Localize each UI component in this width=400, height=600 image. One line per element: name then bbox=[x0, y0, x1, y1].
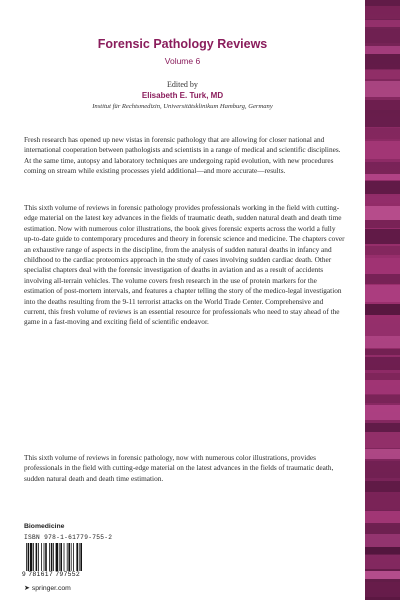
band-stripe bbox=[365, 206, 400, 220]
band-stripe bbox=[365, 304, 400, 315]
barcode-bar bbox=[67, 543, 68, 571]
band-stripe bbox=[365, 258, 400, 274]
band-stripe bbox=[365, 110, 400, 127]
band-stripe bbox=[365, 318, 400, 336]
band-stripe bbox=[365, 20, 400, 27]
barcode-bar bbox=[51, 543, 53, 571]
band-stripe bbox=[365, 357, 400, 370]
band-stripe bbox=[365, 274, 400, 284]
barcode-bar bbox=[26, 543, 27, 571]
barcode-bar bbox=[56, 543, 58, 571]
band-stripe bbox=[365, 29, 400, 43]
isbn-barcode bbox=[24, 543, 102, 571]
band-stripe bbox=[365, 220, 400, 228]
band-stripe bbox=[365, 547, 400, 554]
band-stripe bbox=[365, 492, 400, 510]
band-stripe bbox=[365, 405, 400, 420]
publisher-link[interactable] bbox=[24, 584, 71, 592]
barcode-bar bbox=[79, 543, 80, 571]
band-stripe bbox=[365, 423, 400, 432]
band-stripe bbox=[365, 461, 400, 478]
band-stripe bbox=[365, 432, 400, 448]
band-stripe bbox=[365, 336, 400, 348]
barcode-bar bbox=[60, 543, 62, 571]
barcode-bar bbox=[44, 543, 45, 571]
band-stripe bbox=[365, 54, 400, 69]
band-stripe bbox=[365, 525, 400, 531]
band-stripe bbox=[365, 46, 400, 54]
band-stripe bbox=[365, 285, 400, 302]
band-stripe bbox=[365, 395, 400, 403]
band-stripe bbox=[365, 196, 400, 203]
editor-name: Elisabeth E. Turk, MD bbox=[141, 91, 224, 100]
barcode-bar bbox=[45, 543, 47, 571]
barcode-bar bbox=[59, 543, 60, 571]
band-stripe bbox=[365, 380, 400, 394]
barcode-bar bbox=[71, 543, 72, 571]
barcode-bar bbox=[80, 543, 82, 571]
band-stripe bbox=[365, 555, 400, 569]
band-stripe bbox=[365, 511, 400, 523]
description-paragraph-2: This sixth volume of reviews in forensic pathology provides professionals working in the field with cutting-edge material on the latest key advances in the fields of traumatic death, sudden natural death and death time estimation. Now with numerous color illustrations, the book gives forensic experts across the world a fully up-to-date guide to contemporary procedures and theory in forensic science and medicine. The chapters cover an exhaustive range of aspects in the discipline, from the analysis of sudden natural deaths in infancy and childhood to the cardiac proteomics approach in the study of cases involving sudden cardiac death. Other specialist chapters deal with the forensic investigation of deaths in aviation and as a result of accidents involving all-terrain vehicles. The volume covers fresh research in the use of protein markers for the estimation of post-mortem intervals, and features a chapter telling the story of the medico-legal investigation into the deaths resulting from the 9-11 terrorist attacks on the World Trade Center. Comprehensive and current, this fresh volume of reviews is an essential resource for professionals who need to stay ahead of the game in a fast-moving and exciting field of scientific endeavor. bbox=[24, 203, 345, 327]
edited-by-label: Edited by bbox=[167, 80, 198, 89]
barcode-bar bbox=[49, 543, 50, 571]
barcode-bar bbox=[30, 543, 32, 571]
band-stripe bbox=[365, 229, 400, 244]
band-stripe bbox=[365, 534, 400, 547]
barcode-bar bbox=[36, 543, 38, 571]
band-stripe bbox=[365, 449, 400, 459]
band-stripe bbox=[365, 481, 400, 492]
publisher-label: springer.com bbox=[31, 584, 71, 592]
band-stripe bbox=[365, 81, 400, 97]
barcode-bar bbox=[33, 543, 34, 571]
band-stripe bbox=[365, 571, 400, 579]
band-stripe bbox=[365, 246, 400, 255]
barcode-digits: 9 781617 797552 bbox=[22, 571, 81, 578]
isbn-text: ISBN 978-1-61779-755-2 bbox=[24, 534, 113, 541]
barcode-bar bbox=[53, 543, 54, 571]
band-stripe bbox=[365, 349, 400, 355]
band-stripe bbox=[365, 128, 400, 139]
barcode-bar bbox=[38, 543, 39, 571]
band-stripe bbox=[365, 6, 400, 19]
barcode-bar bbox=[64, 543, 65, 571]
volume-label: Volume 6 bbox=[164, 56, 201, 66]
description-paragraph-3: This sixth volume of reviews in forensic pathology, now with numerous color illustrations, provides professionals in the field with cutting-edge material on the latest advances in the fields of traumatic death, sudden natural death and death time estimation. bbox=[24, 453, 334, 483]
barcode-bar bbox=[76, 543, 78, 571]
band-stripe bbox=[365, 141, 400, 159]
editor-affiliation: Institut für Rechtsmedizin, Universitätsklinikum Hamburg, Germany bbox=[92, 103, 273, 110]
band-stripe bbox=[365, 181, 400, 194]
description-paragraph-1: Fresh research has opened up new vistas in forensic pathology that are allowing for closer national and international cooperation between pathologists and scientists in a range of medical and scientific disciplines. At the same time, autopsy and laboratory techniques are undergoing rapid evolution, with new procedures coming on stream while existing processes yield additional—and more accurate—results. bbox=[24, 135, 341, 176]
band-stripe bbox=[365, 100, 400, 110]
barcode-bar bbox=[73, 543, 74, 571]
barcode-bar bbox=[28, 543, 30, 571]
barcode-bar bbox=[68, 543, 70, 571]
barcode-bar bbox=[41, 543, 42, 571]
decorative-stripe-band bbox=[365, 0, 400, 600]
subject-category: Biomedicine bbox=[24, 523, 65, 530]
band-stripe bbox=[365, 582, 400, 597]
band-stripe bbox=[365, 174, 400, 180]
band-stripe bbox=[365, 70, 400, 79]
arrow-right-icon: ➤ bbox=[24, 585, 30, 592]
book-title: Forensic Pathology Reviews bbox=[97, 37, 268, 51]
band-stripe bbox=[365, 162, 400, 174]
band-stripe bbox=[365, 373, 400, 380]
